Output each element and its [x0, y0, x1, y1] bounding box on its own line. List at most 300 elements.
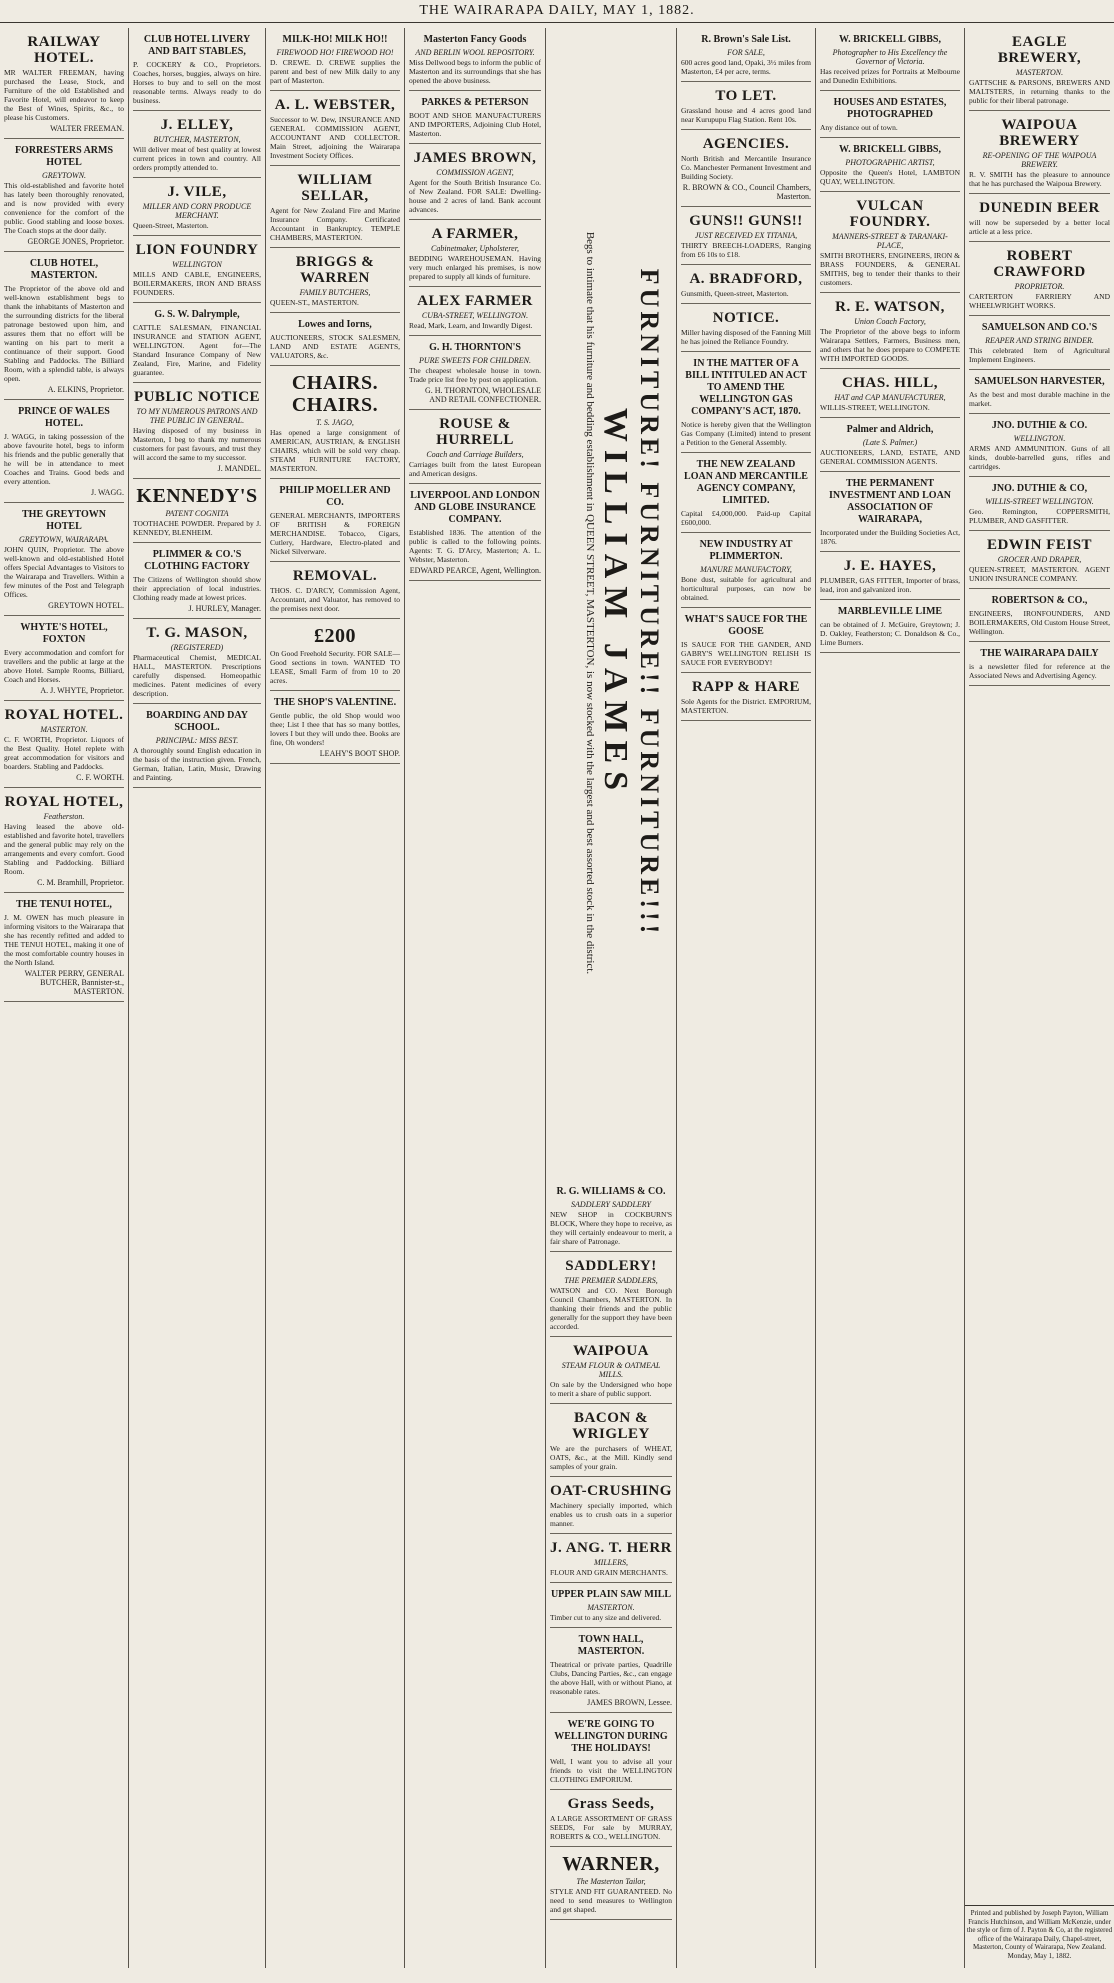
- advertisement: [409, 410, 541, 484]
- advertisement: [409, 220, 541, 287]
- ad-heading: MARBLEVILLE LIME: [837, 606, 943, 617]
- ad-body: Having disposed of my business in Masterton, I beg to thank my numerous customers for past favours, and trust they will accord the same to my successor.: [133, 426, 261, 462]
- advertisement: [550, 1404, 672, 1477]
- ad-subheading: Featherston.: [43, 812, 85, 821]
- ad-body: is a newsletter filed for reference at the Associated News and Advertising Agency.: [969, 662, 1110, 680]
- column-2: [129, 28, 265, 1968]
- ad-heading: EAGLE BREWERY,: [997, 34, 1082, 66]
- advertisement: [820, 600, 960, 653]
- column-4: [405, 28, 545, 1968]
- ad-heading: OAT-CRUSHING: [550, 1483, 672, 1499]
- ad-subheading: PHOTOGRAPHIC ARTIST,: [845, 158, 935, 167]
- ad-heading: JAMES BROWN,: [413, 150, 537, 166]
- advertisement: [4, 788, 124, 893]
- ad-heading: THE WAIRARAPA DAILY: [980, 648, 1099, 659]
- advertisement: [133, 543, 261, 619]
- furniture-ad-title: FURNITURE! FURNITURE!! FURNITURE!!!: [635, 268, 664, 938]
- advertisement: [969, 28, 1110, 111]
- advertisement: [133, 479, 261, 543]
- ad-body: Every accommodation and comfort for travellers and the public at large at the above Hotel. Sample Rooms, Billiard, Coach and Horses.: [4, 648, 124, 684]
- advertisement: [409, 336, 541, 410]
- advertisement: [969, 589, 1110, 642]
- ad-heading: KENNEDY'S: [136, 485, 258, 507]
- ad-body: Miss Dellwood begs to inform the public of Masterton and its surroundings that she has opened the above business.: [409, 58, 541, 85]
- advertisement: [969, 477, 1110, 531]
- ad-body: On sale by the Undersigned who hope to merit a share of public support.: [550, 1380, 672, 1398]
- ad-body: ARMS AND AMMUNITION. Guns of all kinds, double-barrelled guns, rifles and cartridges.: [969, 444, 1110, 471]
- ad-heading: WE'RE GOING TO WELLINGTON DURING THE HOLIDAYS!: [554, 1719, 668, 1754]
- ad-body: NEW SHOP in COCKBURN'S BLOCK, Where they hope to receive, as they will certainly endeavour to merit, a fair share of Patronage.: [550, 1210, 672, 1246]
- ad-heading: ROBERT CRAWFORD: [993, 248, 1086, 280]
- advertisement: [4, 252, 124, 400]
- ad-subheading: FOR SALE,: [727, 48, 765, 57]
- ad-body: Agent for the South British Insurance Co. of New Zealand. FOR SALE: Dwelling-house and 2 acres of land. Bank account advances.: [409, 178, 541, 214]
- ad-body: CATTLE SALESMAN, FINANCIAL INSURANCE and STATION AGENT, WELLINGTON. Agent for—The Standard Insurance Company of New Zealand, Fire, Marine, and Fidelity guarantee.: [133, 323, 261, 377]
- advertisement: [969, 414, 1110, 477]
- ad-heading: DUNEDIN BEER: [979, 200, 1100, 216]
- ad-body: WILLIS-STREET, WELLINGTON.: [820, 403, 930, 412]
- advertisement: [681, 608, 811, 673]
- advertisement: [270, 619, 400, 691]
- ad-body: will now be superseded by a better local article at a less price.: [969, 218, 1110, 236]
- ad-subheading: Cabinetmaker, Upholsterer,: [431, 244, 519, 253]
- ad-heading: W. BRICKELL GIBBS,: [839, 34, 941, 45]
- ad-subheading: T. S. JAGO,: [316, 418, 354, 427]
- furniture-ad-name: WILLIAM JAMES: [597, 407, 634, 799]
- ad-body: BEDDING WAREHOUSEMAN. Having very much enlarged his premises, is now prepared to supply all kinds of furniture.: [409, 254, 541, 281]
- ad-body: can be obtained of J. McGuire, Greytown; J. D. Oakley, Featherston; C. Donaldson & Co., Lime Burners.: [820, 620, 960, 647]
- ad-heading: T. G. MASON,: [146, 625, 248, 641]
- ad-subheading: REAPER AND STRING BINDER.: [985, 336, 1094, 345]
- column-1: [0, 28, 128, 1968]
- ad-signature: J. WAGG.: [91, 488, 124, 497]
- advertisement: [681, 82, 811, 130]
- ad-subheading: PURE SWEETS FOR CHILDREN.: [419, 356, 531, 365]
- ad-body: Agent for New Zealand Fire and Marine Insurance Company. Certificated Accountant in Bankruptcy. TEMPLE CHAMBERS, MASTERTON.: [270, 206, 400, 242]
- ad-body: This celebrated Item of Agricultural Implement Engineers.: [969, 346, 1110, 364]
- ad-subheading: PROPRIETOR.: [1014, 282, 1065, 291]
- ad-heading: MILK-HO! MILK HO!!: [282, 34, 388, 45]
- ad-heading: Grass Seeds,: [567, 1796, 655, 1812]
- ad-subheading: WILLIS-STREET WELLINGTON.: [985, 497, 1094, 506]
- ad-subheading: AND BERLIN WOOL REPOSITORY.: [415, 48, 535, 57]
- ad-heading: BOARDING AND DAY SCHOOL.: [146, 710, 248, 733]
- ad-heading: THE TENUI HOTEL,: [16, 899, 112, 910]
- ad-heading: W. BRICKELL GIBBS,: [839, 144, 941, 155]
- ad-heading: WARNER,: [562, 1853, 660, 1875]
- ad-heading: R. G. WILLIAMS & CO.: [556, 1186, 666, 1197]
- ad-signature: R. BROWN & CO., Council Chambers, Masterton.: [682, 183, 811, 201]
- ad-heading: THE GREYTOWN HOTEL: [22, 509, 106, 532]
- ad-body: Has opened a large consignment of AMERICAN, AUSTRIAN, & ENGLISH CHAIRS, which will be sold very cheap. STEAM FURNITURE FACTORY, MASTERTON.: [270, 428, 400, 473]
- advertisement: [681, 304, 811, 352]
- ad-subheading: CUBA-STREET, WELLINGTON.: [421, 311, 529, 320]
- ad-body: Queen-Street, Masterton.: [133, 221, 209, 230]
- ad-heading: TOWN HALL, MASTERTON.: [577, 1634, 645, 1657]
- ad-body: AUCTIONEERS, LAND, ESTATE, AND GENERAL COMMISSION AGENTS.: [820, 448, 960, 466]
- advertisement: [681, 207, 811, 265]
- ad-body: WATSON and CO. Next Borough Council Chambers, MASTERTON. In thanking their friends and the public generally for the support they have been accorded.: [550, 1286, 672, 1331]
- advertisement: [4, 28, 124, 139]
- ad-heading: A FARMER,: [431, 226, 519, 242]
- ad-body: J. WAGG, in taking possession of the above favourite hotel, begs to inform his friends and the public generally that he will be in attendance to meet Coaches and Trains. Good beds and every attention.: [4, 432, 124, 486]
- ad-body: AUCTIONEERS, STOCK SALESMEN, LAND AND ESTATE AGENTS, VALUATORS, &c.: [270, 333, 400, 360]
- ad-subheading: (REGISTERED): [170, 643, 224, 652]
- ad-heading: PHILIP MOELLER AND CO.: [279, 485, 391, 508]
- ad-heading: CLUB HOTEL LIVERY AND BAIT STABLES,: [143, 34, 251, 57]
- ad-subheading: MASTERTON.: [587, 1603, 635, 1612]
- ad-body: THIRTY BREECH-LOADERS, Ranging from £6 10s to £18.: [681, 241, 811, 259]
- ad-heading: CHAIRS. CHAIRS.: [291, 372, 379, 416]
- ad-subheading: BUTCHER, MASTERTON,: [153, 135, 241, 144]
- advertisement: [409, 287, 541, 336]
- ad-signature: EDWARD PEARCE, Agent, Wellington.: [409, 566, 541, 575]
- ad-body: Bone dust, suitable for agricultural and horticultural purposes, can now be obtained.: [681, 575, 811, 602]
- ad-heading: J. ANG. T. HERR: [550, 1540, 672, 1556]
- ad-body: Will deliver meat of best quality at lowest current prices in town and country. All orders promptly attended to.: [133, 145, 261, 172]
- ad-heading: THE PERMANENT INVESTMENT AND LOAN ASSOCIATION OF WAIRARAPA,: [828, 478, 952, 525]
- ad-heading: Masterton Fancy Goods: [423, 34, 527, 45]
- advertisement: [270, 248, 400, 313]
- ad-body: C. F. WORTH, Proprietor. Liquors of the Best Quality. Hotel replete with great accommodation for visitors and boarders. Stabling and Paddocks.: [4, 735, 124, 771]
- imprint-footer: Printed and published by Joseph Payton, William Francis Hutchinson, and William McKenzie, under the style or firm of J. Payton & Co, at the registered office of the Wairarapa Daily, Chapel-street, Masterton, County of Wairarapa, New Zealand. Monday, May 1, 1882.: [965, 1905, 1114, 1960]
- ad-signature: C. F. WORTH.: [76, 773, 124, 782]
- advertisement: [550, 1628, 672, 1713]
- furniture-ad-line: Begs to intimate that his furniture and bedding establishment in QUEEN STREET, MASTERTON, is now stocked with the largest and best assorted stock in the district.: [584, 231, 596, 975]
- advertisement: [969, 111, 1110, 194]
- ad-body: JOHN QUIN, Proprietor. The above well-known and old-established Hotel offers Special Advantages to Visitors to the Wairarapa and Travellers. Within a few minutes of the Post and Telegraph Offices.: [4, 545, 124, 599]
- ad-heading: Palmer and Aldrich,: [846, 424, 934, 435]
- advertisement: [820, 369, 960, 418]
- ad-heading: LION FOUNDRY: [135, 242, 259, 258]
- ad-heading: WHYTE'S HOTEL, FOXTON: [20, 622, 108, 645]
- ad-heading: BACON & WRIGLEY: [572, 1410, 650, 1442]
- ad-body: Machinery specially imported, which enables us to crush oats in a superior manner.: [550, 1501, 672, 1528]
- ad-body: R. V. SMITH has the pleasure to announce that he has purchased the Waipoua Brewery.: [969, 170, 1110, 188]
- ad-subheading: The Masterton Tailor,: [576, 1877, 646, 1886]
- advertisement: [969, 370, 1110, 414]
- ad-body: STYLE AND FIT GUARANTEED. No need to send measures to Wellington and get shaped.: [550, 1887, 672, 1914]
- ad-heading: J. E. HAYES,: [843, 558, 937, 574]
- ad-heading: THE SHOP'S VALENTINE.: [273, 697, 397, 708]
- ad-subheading: MANURE MANUFACTORY,: [700, 565, 792, 574]
- advertisement: [820, 293, 960, 369]
- ad-body: ENGINEERS, IRONFOUNDERS, AND BOILERMAKERS, Old Custom House Street, Wellington.: [969, 609, 1110, 636]
- advertisement: [270, 91, 400, 166]
- ad-body: Gentle public, the old Shop would woo thee; List I thee that has so many bottles, lovers I but they will undo thee. Books are fine, Oh wonders!: [270, 711, 400, 747]
- ad-heading: JNO. DUTHIE & CO.: [991, 420, 1088, 431]
- ad-subheading: Coach and Carriage Builders,: [426, 450, 524, 459]
- advertisement: [969, 242, 1110, 316]
- ad-signature: GEORGE JONES, Proprietor.: [27, 237, 124, 246]
- ad-heading: WAIPOUA: [572, 1343, 649, 1359]
- ad-heading: UPPER PLAIN SAW MILL: [550, 1589, 672, 1600]
- ad-body: CARTERTON FARRIERY AND WHEELWRIGHT WORKS.: [969, 292, 1110, 310]
- advertisement: [133, 111, 261, 178]
- ad-heading: WAIPOUA BREWERY: [999, 117, 1080, 149]
- ad-body: A LARGE ASSORTMENT OF GRASS SEEDS, For sale by MURRAY, ROBERTS & CO., WELLINGTON.: [550, 1814, 672, 1841]
- ad-body: We are the purchasers of WHEAT, OATS, &c., at the Mill. Kindly send samples of your grain.: [550, 1444, 672, 1471]
- ad-body: Well, I want you to advise all your friends to visit the WELLINGTON CLOTHING EMPORIUM.: [550, 1757, 672, 1784]
- ad-body: Established 1836. The attention of the public is called to the following points. Agents: T. G. D'Arcy, Masterton; A. L. Webster, Masterton.: [409, 528, 541, 564]
- ad-heading: R. E. WATSON,: [835, 299, 945, 315]
- advertisement: [681, 673, 811, 721]
- ad-body: Having leased the above old-established and favorite hotel, travellers and the general public may rely on the arrangements and every comfort. Good Stabling and Paddocking. Billiard Room.: [4, 822, 124, 876]
- ad-subheading: Photographer to His Excellency the Governor of Victoria.: [832, 48, 948, 66]
- ad-signature: C. M. Bramhill, Proprietor.: [37, 878, 124, 887]
- ad-subheading: MANNERS-STREET & TARANAKI-PLACE,: [832, 232, 948, 250]
- column-8: [965, 28, 1114, 1898]
- ad-heading: SAMUELSON AND CO.'S: [981, 322, 1098, 333]
- ad-heading: £200: [314, 625, 356, 647]
- ad-heading: AGENCIES.: [702, 136, 790, 152]
- advertisement: [270, 28, 400, 91]
- ad-subheading: PRINCIPAL: MISS BEST.: [155, 736, 239, 745]
- ad-heading: WILLIAM SELLAR,: [297, 172, 373, 204]
- ad-body: Opposite the Queen's Hotel, LAMBTON QUAY, WELLINGTON.: [820, 168, 960, 186]
- advertisement: [969, 531, 1110, 589]
- advertisement: [133, 303, 261, 383]
- column-3: [266, 28, 404, 1968]
- ad-heading: NOTICE.: [712, 310, 780, 326]
- ad-heading: CLUB HOTEL, MASTERTON.: [29, 258, 99, 281]
- ad-heading: SADDLERY!: [565, 1258, 657, 1274]
- ad-body: THOS. C. D'ARCY, Commission Agent, Accountant, and Valuator, has removed to the premises next door.: [270, 586, 400, 613]
- ad-body: Any distance out of town.: [820, 123, 898, 132]
- ad-heading: IN THE MATTER OF A BILL INTITULED AN ACT TO AMEND THE WELLINGTON GAS COMPANY'S ACT, 1870.: [685, 358, 807, 417]
- ad-body: The Proprietor of the above begs to inform Wairarapa Settlers, Farmers, Business men, and others that he does prepare to COMPETE WITH IMPORTED GOODS.: [820, 327, 960, 363]
- ad-signature: LEAHY'S BOOT SHOP.: [319, 749, 400, 758]
- advertisement: [133, 178, 261, 236]
- ad-subheading: WELLINGTON.: [1013, 434, 1066, 443]
- advertisement: [409, 91, 541, 144]
- ad-body: Incorporated under the Building Societies Act, 1876.: [820, 528, 960, 546]
- ad-body: Grassland house and 4 acres good land near Kurupupu Flag Station. Rent 10s.: [681, 106, 811, 124]
- ad-subheading: (Late S. Palmer.): [862, 438, 918, 447]
- ad-heading: CHAS. HILL,: [842, 375, 938, 391]
- ad-body: J. M. OWEN has much pleasure in informing visitors to the Wairarapa that she has recently refitted and added to THE TENUI HOTEL, making it one of the most comfortable country houses in the North Island.: [4, 913, 124, 967]
- advertisement: [550, 1180, 672, 1252]
- ad-heading: VULCAN FOUNDRY.: [849, 198, 931, 230]
- ad-body: IS SAUCE FOR THE GANDER, AND GABRY'S WELLINGTON RELISH IS SAUCE FOR EVERYBODY!: [681, 640, 811, 667]
- advertisement: [550, 1534, 672, 1583]
- ad-body: The Proprietor of the above old and well-known establishment begs to thank the inhabitants of Masterton and the surrounding districts for the liberal patronage bestowed upon him, and assures them that no effort will be wanting on his part to merit a continuance of their support. Good Stabling and Paddocks. The Billiard Room, with a splendid table, is always open.: [4, 284, 124, 383]
- ad-signature: J. MANDEL.: [217, 464, 261, 473]
- advertisement: [133, 619, 261, 704]
- column-7: [816, 28, 964, 1968]
- ad-subheading: WELLINGTON: [172, 260, 222, 269]
- ad-subheading: THE PREMIER SADDLERS,: [564, 1276, 658, 1285]
- ad-heading: RAILWAY HOTEL.: [27, 34, 101, 66]
- ad-body: Pharmaceutical Chemist, MEDICAL HALL, MASTERTON. Prescriptions carefully dispensed. Homeopathic medicines. Patent medicines of every description.: [133, 653, 261, 698]
- furniture-ad-vertical: [546, 28, 672, 1178]
- advertisement: [270, 691, 400, 764]
- ad-heading: REMOVAL.: [292, 568, 378, 584]
- ad-heading: ROYAL HOTEL.: [4, 707, 124, 723]
- ad-heading: WHAT'S SAUCE FOR THE GOOSE: [684, 614, 808, 637]
- advertisement: [550, 1252, 672, 1337]
- ad-body: SMITH BROTHERS, ENGINEERS, IRON & BRASS FOUNDERS, & GENERAL SMITHS, beg to tender their thanks to their customers.: [820, 251, 960, 287]
- ad-body: Sole Agents for the District. EMPORIUM, MASTERTON.: [681, 697, 811, 715]
- ad-heading: SAMUELSON HARVESTER,: [974, 376, 1105, 387]
- ad-body: North British and Mercantile Insurance Co. Manchester Permanent Investment and Building Society.: [681, 154, 811, 181]
- advertisement: [4, 701, 124, 788]
- ad-body: GATTSCHE & PARSONS, BREWERS AND MALTSTERS, in returning thanks to the public for their liberal patronage.: [969, 78, 1110, 105]
- ad-subheading: COMMISSION AGENT,: [436, 168, 514, 177]
- ad-heading: PUBLIC NOTICE: [133, 389, 261, 405]
- ad-body: MR WALTER FREEMAN, having purchased the Lease, Stock, and Furniture of the old Established and Favorite Hotel, will endeavor to keep the Best of Wines, Spirits, &c., to please his Customers.: [4, 68, 124, 122]
- ad-subheading: FAMILY BUTCHERS,: [299, 288, 371, 297]
- ad-heading: BRIGGS & WARREN: [295, 254, 375, 286]
- advertisement: [681, 265, 811, 304]
- ad-body: Has received prizes for Portraits at Melbourne and Dunedin Exhibitions.: [820, 67, 960, 85]
- ad-heading: PLIMMER & CO.'S CLOTHING FACTORY: [144, 549, 250, 572]
- ad-heading: JNO. DUTHIE & CO,: [991, 483, 1088, 494]
- ad-body: BOOT AND SHOE MANUFACTURERS AND IMPORTERS, Adjoining Club Hotel, Masterton.: [409, 111, 541, 138]
- ad-heading: PRINCE OF WALES HOTEL.: [18, 406, 110, 429]
- ad-heading: HOUSES AND ESTATES, PHOTOGRAPHED: [833, 97, 947, 120]
- column-6: [677, 28, 815, 1968]
- ad-subheading: Union Coach Factory,: [854, 317, 926, 326]
- advertisement: [820, 418, 960, 472]
- ad-heading: EDWIN FEIST: [986, 537, 1093, 553]
- advertisement: [681, 352, 811, 453]
- advertisement: [270, 313, 400, 366]
- ad-signature: WALTER FREEMAN.: [50, 124, 124, 133]
- ad-heading: FORRESTERS ARMS HOTEL: [14, 145, 114, 168]
- advertisement: [550, 1790, 672, 1847]
- ad-signature: J. HURLEY, Manager.: [188, 604, 261, 613]
- ad-heading: RAPP & HARE: [692, 679, 800, 695]
- advertisement: [4, 400, 124, 503]
- advertisement: [550, 1477, 672, 1534]
- ad-heading: ROBERTSON & CO.,: [991, 595, 1088, 606]
- ad-body: As the best and most durable machine in the market.: [969, 390, 1110, 408]
- ad-body: Successor to W. Dew, INSURANCE AND GENERAL COMMISSION AGENT, ACCOUNTANT AND COLLECTOR. Main Street, adjoining the Wairarapa Investment Society Offices.: [270, 115, 400, 160]
- advertisement: [681, 28, 811, 82]
- ad-heading: G. H. THORNTON'S: [429, 342, 521, 353]
- advertisement: [4, 139, 124, 252]
- advertisement: [133, 383, 261, 479]
- masthead: THE WAIRARAPA DAILY, MAY 1, 1882.: [0, 0, 1114, 23]
- ad-heading: A. L. WEBSTER,: [274, 97, 396, 113]
- ad-subheading: TO MY NUMEROUS PATRONS AND THE PUBLIC IN GENERAL.: [136, 407, 258, 425]
- advertisement: [270, 562, 400, 619]
- advertisement: [969, 642, 1110, 686]
- ad-subheading: MASTERTON.: [1015, 68, 1064, 77]
- ad-body: Gunsmith, Queen-street, Masterton.: [681, 289, 789, 298]
- ad-body: Theatrical or private parties, Quadrille Clubs, Dancing Parties, &c., can engage the above Hall, with or without Piano, at reasonable rates.: [550, 1660, 672, 1696]
- ad-heading: G. S. W. Dalrymple,: [154, 309, 240, 320]
- ad-heading: LIVERPOOL AND LONDON AND GLOBE INSURANCE COMPANY.: [410, 490, 540, 525]
- advertisement: [133, 704, 261, 788]
- ad-signature: JAMES BROWN, Lessee.: [587, 1698, 672, 1707]
- ad-subheading: MILLER AND CORN PRODUCE MERCHANT.: [142, 202, 252, 220]
- ad-heading: GUNS!! GUNS!!: [689, 213, 803, 229]
- advertisement: [550, 1583, 672, 1628]
- ad-body: PLUMBER, GAS FITTER, Importer of brass, lead, iron and galvanized iron.: [820, 576, 960, 594]
- advertisement: [4, 616, 124, 701]
- ad-body: Miller having disposed of the Fanning Mill he has joined the Reliance Foundry.: [681, 328, 811, 346]
- ad-signature: GREYTOWN HOTEL.: [48, 601, 124, 610]
- advertisement: [133, 236, 261, 303]
- ad-body: P. COCKERY & CO., Proprietors. Coaches, horses, buggies, always on hire. Horses to buy and to sell on the most reasonable terms. Always ready to do business.: [133, 60, 261, 105]
- advertisement: [4, 503, 124, 616]
- ad-body: This old-established and favorite hotel has lately been thoroughly renovated, and is now provided with every convenience for the comfort of the public. Good stabling and loose boxes. The Coach stops at the door daily.: [4, 181, 124, 235]
- ad-subheading: RE-OPENING OF THE WAIPOUA BREWERY.: [982, 151, 1097, 169]
- ad-subheading: PATENT COGNITA: [165, 509, 229, 518]
- column-5: [546, 1180, 676, 1968]
- ad-body: Read, Mark, Learn, and Inwardly Digest.: [409, 321, 533, 330]
- advertisement: [820, 138, 960, 192]
- ad-heading: Lowes and Iorns,: [298, 319, 372, 330]
- advertisement: [681, 453, 811, 533]
- ad-body: 600 acres good land, Opaki, 3½ miles from Masterton, £4 per acre, terms.: [681, 58, 811, 76]
- ad-signature: G. H. THORNTON, WHOLESALE AND RETAIL CONFECTIONER.: [425, 386, 541, 404]
- ad-heading: NEW INDUSTRY AT PLIMMERTON.: [699, 539, 793, 562]
- ad-body: GENERAL MERCHANTS, IMPORTERS OF BRITISH & FOREIGN MERCHANDISE. Tobacco, Cigars, Cutlery, Hardware, Electro-plated and Nickel Silverware.: [270, 511, 400, 556]
- ad-subheading: GREYTOWN.: [41, 171, 87, 180]
- ad-signature: WALTER PERRY, GENERAL BUTCHER, Bannister-st., MASTERTON.: [24, 969, 124, 996]
- ad-heading: R. Brown's Sale List.: [701, 34, 791, 45]
- advertisement: [820, 28, 960, 91]
- ad-heading: PARKES & PETERSON: [421, 97, 529, 108]
- advertisement: [409, 28, 541, 91]
- ad-subheading: STEAM FLOUR & OATMEAL MILLS.: [561, 1361, 661, 1379]
- advertisement: [969, 194, 1110, 242]
- ad-subheading: GROCER AND DRAPER,: [997, 555, 1082, 564]
- ad-subheading: GREYTOWN, WAIRARAPA.: [18, 535, 110, 544]
- ad-body: The cheapest wholesale house in town. Trade price list free by post on application.: [409, 366, 541, 384]
- ad-body: Capital £4,000,000. Paid-up Capital £600,000.: [681, 509, 811, 527]
- ad-heading: A. BRADFORD,: [689, 271, 803, 287]
- ad-body: D. CREWE. D. CREWE supplies the parent and best of new Milk daily to any part of Masterton.: [270, 58, 400, 85]
- ad-body: FLOUR AND GRAIN MERCHANTS.: [550, 1568, 668, 1577]
- ad-heading: J. ELLEY,: [160, 117, 234, 133]
- ad-body: Timber cut to any size and delivered.: [550, 1613, 662, 1622]
- ad-heading: THE NEW ZEALAND LOAN AND MERCANTILE AGENCY COMPANY, LIMITED.: [684, 459, 808, 506]
- advertisement: [681, 533, 811, 608]
- ad-subheading: JUST RECEIVED EX TITANIA,: [694, 231, 798, 240]
- ad-heading: ROYAL HOTEL,: [4, 794, 124, 810]
- advertisement: [409, 144, 541, 220]
- ad-subheading: FIREWOOD HO! FIREWOOD HO!: [276, 48, 394, 57]
- ad-signature: A. J. WHYTE, Proprietor.: [40, 686, 124, 695]
- ad-subheading: SADDLERY SADDLERY: [571, 1200, 651, 1209]
- ad-subheading: MASTERTON.: [40, 725, 88, 734]
- ad-body: QUEEN-STREET, MASTERTON. AGENT UNION INSURANCE COMPANY.: [969, 565, 1110, 583]
- ad-body: Carriages built from the latest European and American designs.: [409, 460, 541, 478]
- ad-body: Geo. Remington, COPPERSMITH, PLUMBER, AND GASFITTER.: [969, 507, 1110, 525]
- ad-signature: A. ELKINS, Proprietor.: [47, 385, 124, 394]
- ad-body: The Citizens of Wellington should show their appreciation of local industries. Clothing ready made at lowest prices.: [133, 575, 261, 602]
- advertisement: [681, 130, 811, 207]
- advertisement: [820, 192, 960, 293]
- advertisement: [133, 28, 261, 111]
- ad-body: MILLS AND CABLE, ENGINEERS, BOILERMAKERS, IRON AND BRASS FOUNDERS.: [133, 270, 261, 297]
- ad-body: Notice is hereby given that the Wellington Gas Company (Limited) intend to present a Petition to the General Assembly.: [681, 420, 811, 447]
- ad-heading: ROUSE & HURRELL: [436, 416, 514, 448]
- ad-subheading: MILLERS,: [594, 1558, 628, 1567]
- ad-body: A thoroughly sound English education in the basis of the instruction given. French, German, Italian, Latin, Music, Drawing and Painting.: [133, 746, 261, 782]
- ad-body: On Good Freehold Security. FOR SALE—Good sections in town. WANTED TO LEASE, Small Farm of from 10 to 20 acres.: [270, 649, 400, 685]
- ad-body: QUEEN-ST., MASTERTON.: [270, 298, 359, 307]
- advertisement: [409, 484, 541, 581]
- advertisement: [820, 552, 960, 600]
- ad-heading: ALEX FARMER: [417, 293, 533, 309]
- advertisement: [270, 166, 400, 248]
- ad-subheading: HAT and CAP MANUFACTURER,: [834, 393, 946, 402]
